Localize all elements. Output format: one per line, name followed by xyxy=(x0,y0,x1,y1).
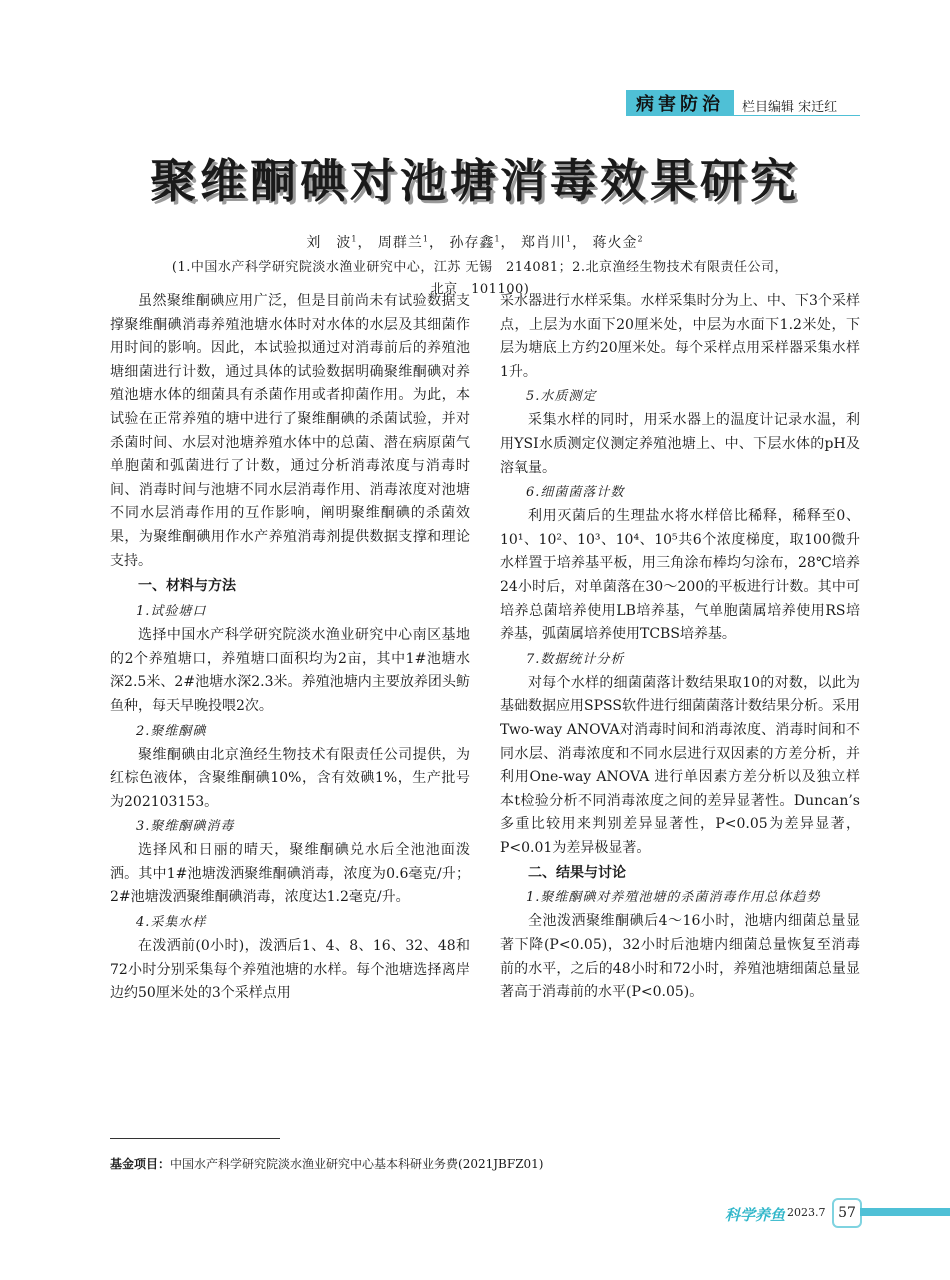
author-affil-mark: 1 xyxy=(351,234,358,244)
funding-note xyxy=(110,1155,543,1172)
author-name: 蒋火金 xyxy=(592,235,638,251)
author-name: 郑肖川 xyxy=(521,235,566,251)
header-rule xyxy=(626,115,860,116)
author-name: 孙存鑫 xyxy=(449,235,495,251)
subsection-heading: 3.聚维酮碘消毒 xyxy=(136,819,235,835)
issue-date: 2023.7 xyxy=(787,1206,826,1219)
author-affil-mark: 1 xyxy=(422,234,429,244)
body-paragraph: 采集水样的同时，用采水器上的温度计记录水温，利用YSI水质测定仪测定养殖池塘上、中、下层水体的pH及溶氧量。 xyxy=(500,412,860,476)
column-editor: 栏目编辑 宋迁红 xyxy=(742,100,838,115)
right-column xyxy=(500,290,860,1005)
column-tag: 病害防治 xyxy=(626,90,734,116)
article-title: 聚维酮碘对池塘消毒效果研究 xyxy=(150,154,800,208)
section-heading: 一、材料与方法 xyxy=(138,578,236,595)
author-name: 刘 波 xyxy=(306,235,352,251)
subsection-heading: 2.聚维酮碘 xyxy=(136,723,207,739)
author-list: 刘 波$^1$， 周群兰$^1$， 孙存鑫$^1$， 郑肖川$^1$， 蒋火金$^2$ xyxy=(306,234,644,251)
page-number: 57 xyxy=(832,1198,862,1228)
funding-label: 基金项目： xyxy=(110,1157,171,1171)
body-paragraph: 选择中国水产科学研究院淡水渔业研究中心南区基地的2个养殖塘口，养殖塘口面积均为2亩，其中1#池塘水深2.5米、2#池塘水深2.3米。养殖池塘内主要放养团头鲂鱼种，每天早晚投喂2次。 xyxy=(110,627,470,714)
body-paragraph: 聚维酮碘由北京渔经生物技术有限责任公司提供，为红棕色液体，含聚维酮碘10%，含有效碘1%，生产批号为202103153。 xyxy=(110,746,470,810)
body-paragraph: 全池泼洒聚维酮碘后4～16小时，池塘内细菌总量显著下降(P<0.05)，32小时后池塘内细菌总量恢复至消毒前的水平，之后的48小时和72小时，养殖池塘细菌总量显著高于消毒前的水平(P<0.05)。 xyxy=(500,913,860,1001)
affiliation-line: (1.中国水产科学研究院淡水渔业研究中心，江苏 无锡 214081；2.北京渔经生物技术有限责任公司， xyxy=(171,260,789,275)
body-paragraph: 在泼洒前(0小时)，泼洒后1、4、8、16、32、48和72小时分别采集每个养殖池塘的水样。每个池塘选择离岸边约50厘米处的3个采样点用 xyxy=(110,938,470,1002)
journal-brand: 科学养鱼 xyxy=(725,1206,786,1224)
author-affil-mark: 1 xyxy=(494,234,501,244)
body-paragraph: 对每个水样的细菌菌落计数结果取10的对数，以此为基础数据应用SPSS软件进行细菌菌落计数结果分析。采用Two-way ANOVA对消毒时间和消毒浓度、消毒时间和不同水层、消毒浓度和不同水层进行双因素的方差分析，并利用One-way ANOVA 进行单因素方差分析以及独立样本t检验分析不同消毒浓度之间的差异显著性。Duncan’s多重比较用来判别差异显著性，P<0.05为差异显著，P<0.01为差异极显著。 xyxy=(500,674,860,856)
affiliation-line: 北京 101100) xyxy=(430,282,530,297)
subsection-heading: 1.试验塘口 xyxy=(136,604,207,620)
subsection-heading: 4.采集水样 xyxy=(136,915,207,931)
author-affil-mark: 1 xyxy=(566,234,573,244)
left-column xyxy=(110,290,470,1006)
subsection-heading: 6.细菌菌落计数 xyxy=(526,485,625,501)
section-heading: 二、结果与讨论 xyxy=(528,865,626,882)
subsection-heading: 7.数据统计分析 xyxy=(526,651,625,667)
author-name: 周群兰 xyxy=(377,235,423,251)
author-affil-mark: 2 xyxy=(637,234,644,244)
footnote-rule xyxy=(110,1138,280,1139)
footer-accent-bar xyxy=(860,1208,950,1216)
subsection-heading: 1.聚维酮碘对养殖池塘的杀菌消毒作用总体趋势 xyxy=(526,890,821,906)
intro-paragraph: 虽然聚维酮碘应用广泛，但是目前尚未有试验数据支撑聚维酮碘消毒养殖池塘水体时对水体的水层及其细菌作用时间的影响。因此，本试验拟通过对消毒前后的养殖池塘细菌进行计数，通过具体的试验数据明确聚维酮碘对养殖池塘水体的细菌具有杀菌作用或者抑菌作用。为此，本试验在正常养殖的塘中进行了聚维酮碘的杀菌试验，并对杀菌时间、水层对池塘养殖水体中的总菌、潜在病原菌气单胞菌和弧菌进行了计数，通过分析消毒浓度与消毒时间、消毒时间与池塘不同水层消毒作用、消毒浓度对池塘不同水层消毒作用的互作影响，阐明聚维酮碘的杀菌效果，为聚维酮碘用作水产养殖消毒剂提供数据支撑和理论支持。 xyxy=(110,293,470,569)
body-paragraph: 选择风和日丽的晴天，聚维酮碘兑水后全池池面泼洒。其中1#池塘泼洒聚维酮碘消毒，浓度为0.6毫克/升；2#池塘泼洒聚维酮碘消毒，浓度达1.2毫克/升。 xyxy=(110,842,470,906)
body-paragraph: 采水器进行水样采集。水样采集时分为上、中、下3个采样点，上层为水面下20厘米处，中层为水面下1.2米处，下层为塘底上方约20厘米处。每个采样点用采样器采集水样1升。 xyxy=(500,293,860,380)
body-paragraph: 利用灭菌后的生理盐水将水样倍比稀释，稀释至0、10¹、10²、10³、10⁴、10⁵共6个浓度梯度，取100微升水样置于培养基平板，用三角涂布棒均匀涂布，28℃培养24小时后，对单菌落在30～200的平板进行计数。其中可培养总菌培养使用LB培养基，气单胞菌属培养使用RS培养基，弧菌属培养使用TCBS培养基。 xyxy=(500,508,860,643)
funding-text: 中国水产科学研究院淡水渔业研究中心基本科研业务费(2021JBFZ01) xyxy=(170,1157,544,1171)
subsection-heading: 5.水质测定 xyxy=(526,389,597,405)
